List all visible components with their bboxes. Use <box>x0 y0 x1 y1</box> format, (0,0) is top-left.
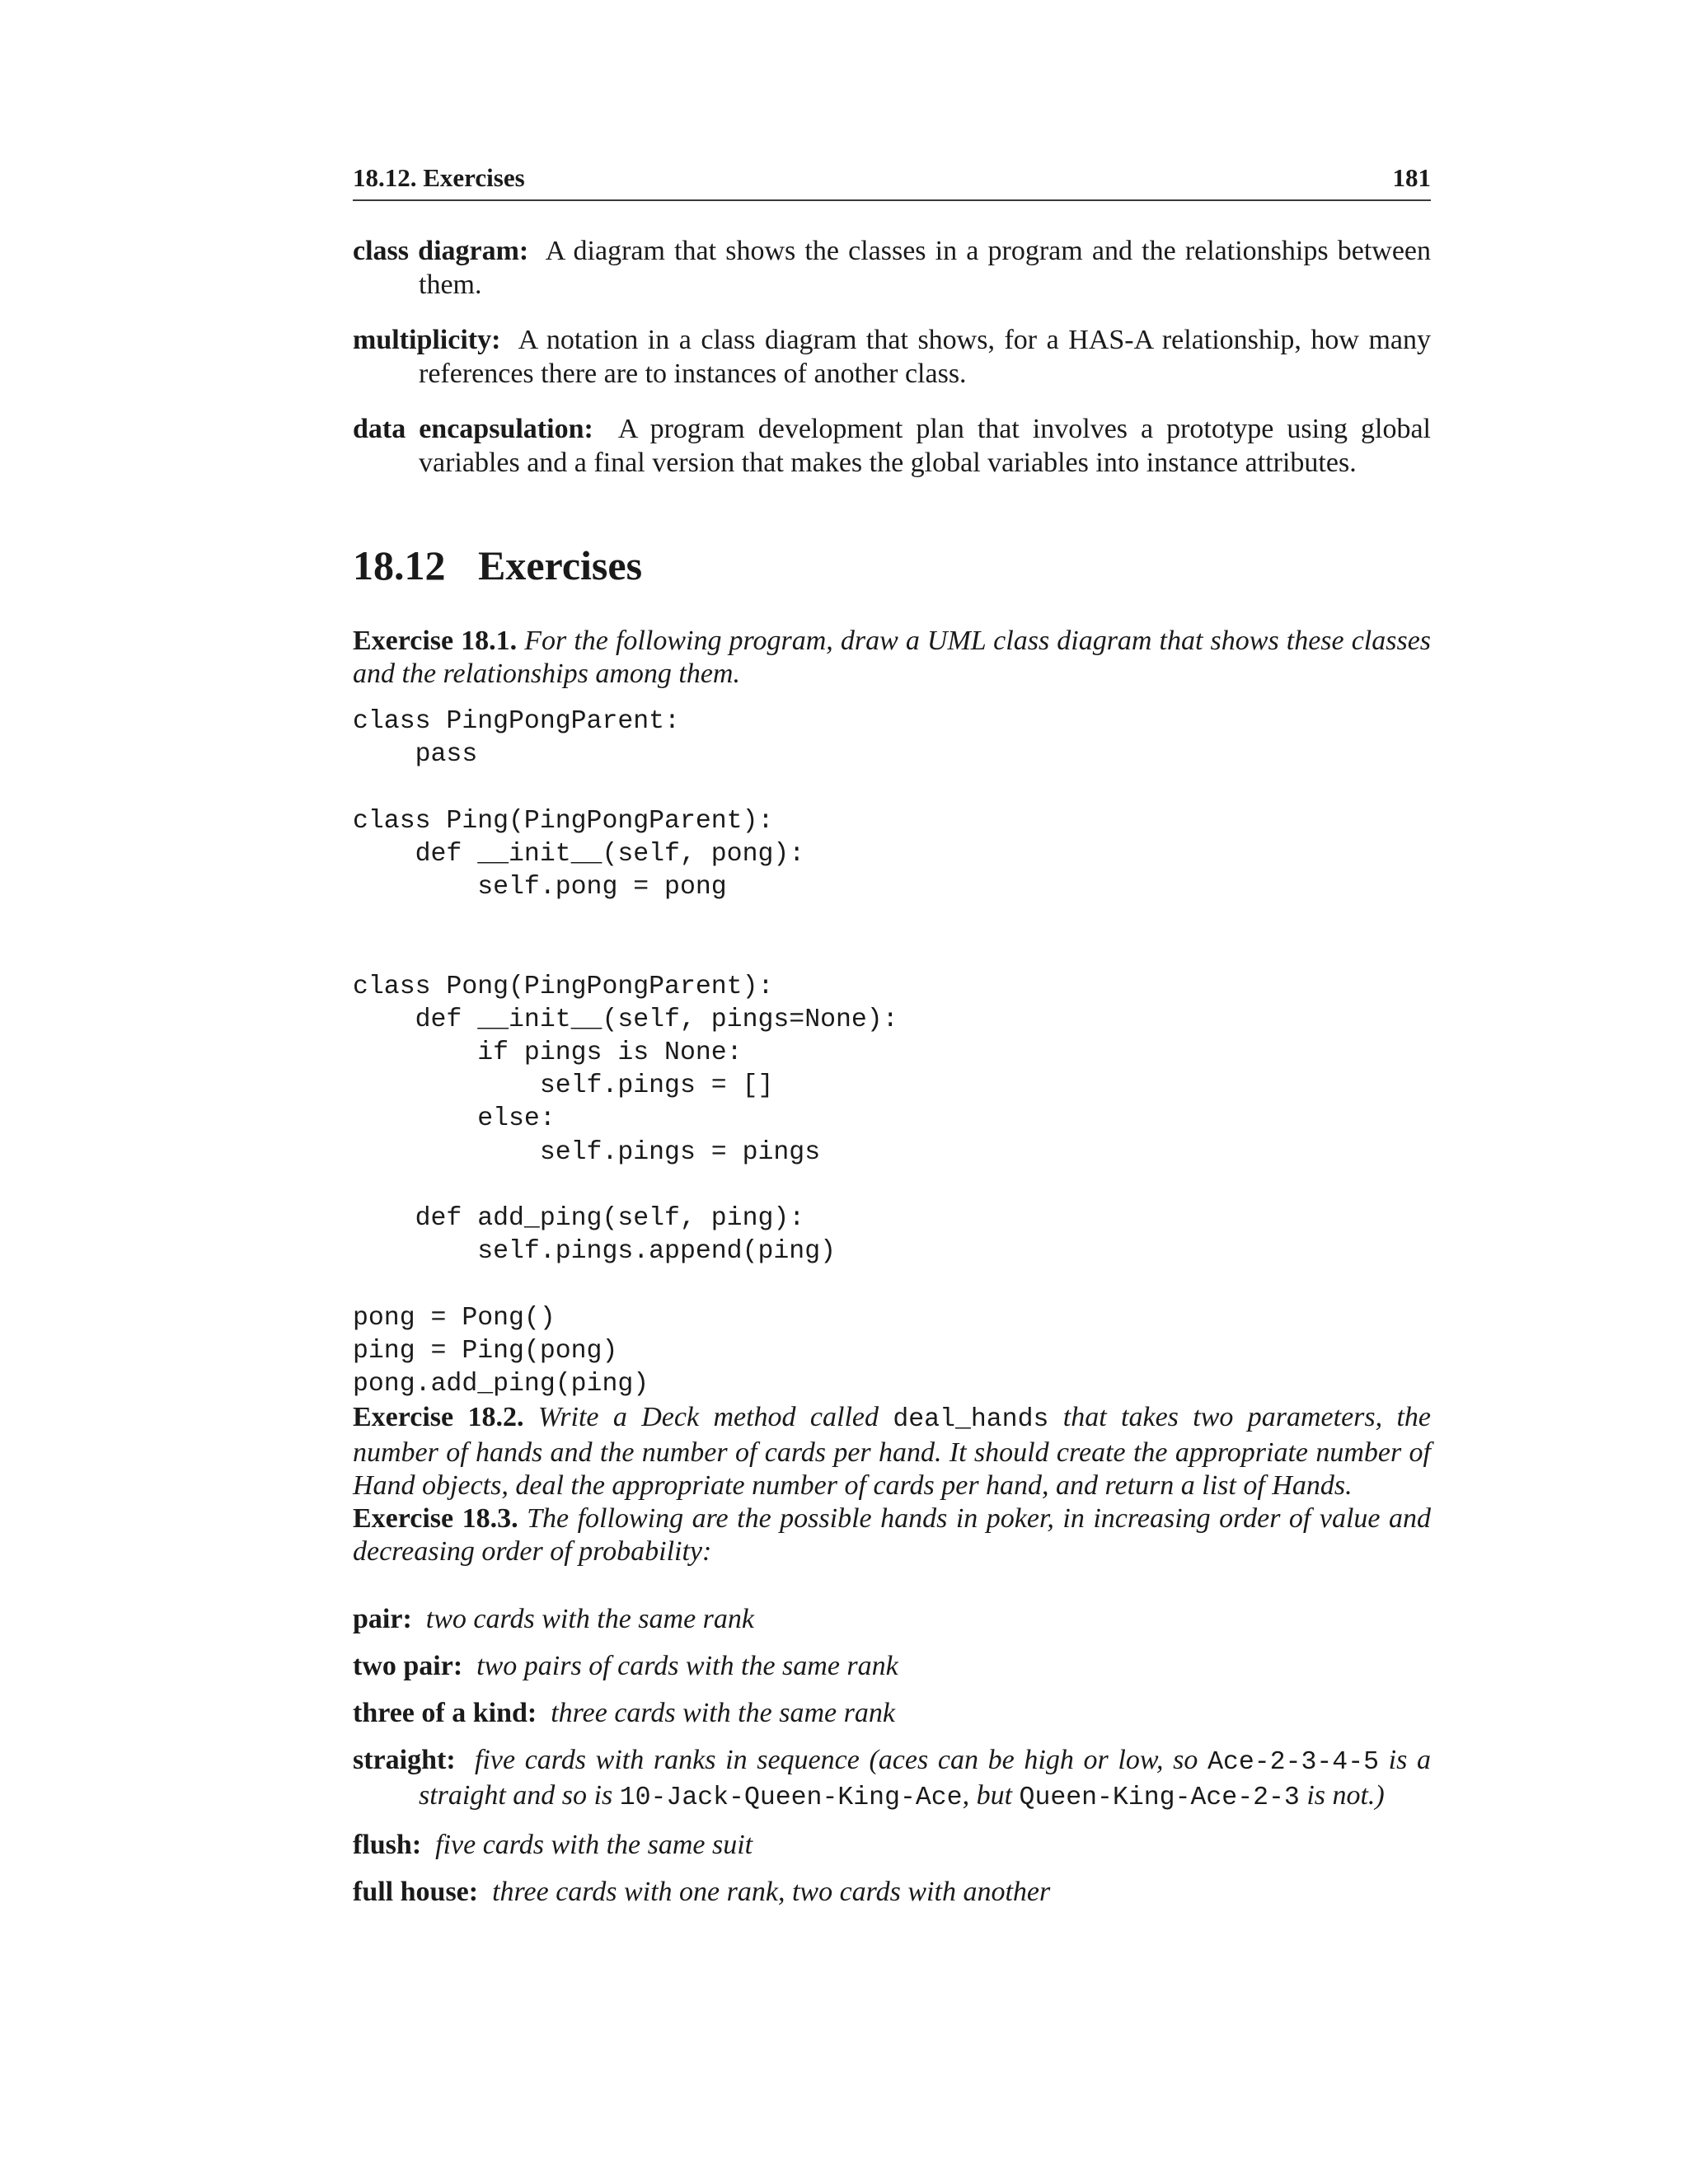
inline-code: 10-Jack-Queen-King-Ace <box>619 1783 963 1813</box>
inline-code: deal_hands <box>893 1405 1049 1435</box>
header-section-title: 18.12. Exercises <box>353 163 525 192</box>
hand-term: full house: <box>353 1877 479 1908</box>
hand-flush <box>353 1829 1431 1862</box>
hand-pair <box>353 1603 1431 1636</box>
glossary-term: multiplicity: <box>353 325 501 355</box>
hand-description: two pairs of cards with the same rank <box>476 1651 898 1682</box>
exercise-18-1 <box>353 625 1431 691</box>
glossary-entry-multiplicity <box>353 323 1431 391</box>
exercise-label: Exercise 18.2. <box>353 1402 524 1433</box>
hand-description: , but <box>962 1780 1013 1811</box>
page-number: 181 <box>1392 163 1431 192</box>
header-rule <box>353 199 1431 201</box>
glossary-entry-data-encapsulation <box>353 412 1431 480</box>
hand-term: three of a kind: <box>353 1698 537 1729</box>
hand-term: pair: <box>353 1604 412 1635</box>
glossary-term: data encapsulation: <box>353 414 593 444</box>
exercise-text: Write a Deck method called <box>537 1402 879 1433</box>
inline-code: Ace-2-3-4-5 <box>1207 1748 1379 1778</box>
section-heading <box>353 541 1431 590</box>
glossary-term: class diagram: <box>353 236 529 266</box>
inline-code: Queen-King-Ace-2-3 <box>1019 1783 1300 1813</box>
hand-description: three cards with one rank, two cards with another <box>492 1877 1051 1908</box>
exercise-text: that takes two parameters, the number of hands and the number of cards per hand. It should create the appropriate number of Hand objects, deal the appropriate number of cards per hand, and return a list of Hands. <box>353 1402 1432 1502</box>
exercise-18-2 <box>353 1401 1431 1502</box>
glossary-list <box>353 234 1431 480</box>
hand-description: three cards with the same rank <box>551 1698 895 1729</box>
hand-straight <box>353 1744 1431 1815</box>
glossary-definition: A program development plan that involves a prototype using global variables and a final version that makes the global variables into instance attributes. <box>419 414 1432 478</box>
exercise-label: Exercise 18.1. <box>353 626 518 656</box>
running-header <box>353 161 1431 195</box>
exercise-text: For the following program, draw a UML class diagram that shows these classes and the relationships among them. <box>353 626 1432 689</box>
hand-description: five cards with ranks in sequence (aces can be high or low, so <box>474 1745 1198 1776</box>
poker-hands-list <box>353 1603 1431 1909</box>
page-content <box>353 161 1431 1923</box>
exercise-text: The following are the possible hands in poker, in increasing order of value and decreasing order of probability: <box>353 1503 1431 1568</box>
exercise-label: Exercise 18.3. <box>353 1503 518 1535</box>
hand-term: two pair: <box>353 1651 463 1682</box>
hand-description: two cards with the same rank <box>425 1604 755 1635</box>
section-number: 18.12 <box>353 542 446 588</box>
exercise-18-3 <box>353 1502 1431 1568</box>
hand-three-of-a-kind <box>353 1697 1431 1730</box>
hand-two-pair <box>353 1650 1431 1683</box>
hand-full-house <box>353 1876 1431 1909</box>
section-title: Exercises <box>478 542 643 588</box>
glossary-definition: A diagram that shows the classes in a program and the relationships between them. <box>419 236 1431 300</box>
glossary-entry-class-diagram <box>353 234 1431 302</box>
hand-description: is a straight and so is <box>419 1745 1432 1811</box>
hand-term: straight: <box>353 1745 456 1776</box>
glossary-definition: A notation in a class diagram that shows, for a HAS-A relationship, how many references there are to instances of another class. <box>419 325 1431 389</box>
hand-description: is not.) <box>1306 1780 1385 1811</box>
hand-description: five cards with the same suit <box>435 1830 753 1861</box>
code-listing: class PingPongParent: pass class Ping(PingPongParent): def __init__(self, pong): self.pong = pong class Pong(PingPongParent): def __init__(self, pings=None): if pings is None: self.pings = [] else: self.pings = pings def add_ping(self, ping): self.pings.append(ping) pong = Pong() ping = Ping(pong) pong.add_ping(ping) <box>353 707 898 1399</box>
hand-term: flush: <box>353 1830 422 1861</box>
